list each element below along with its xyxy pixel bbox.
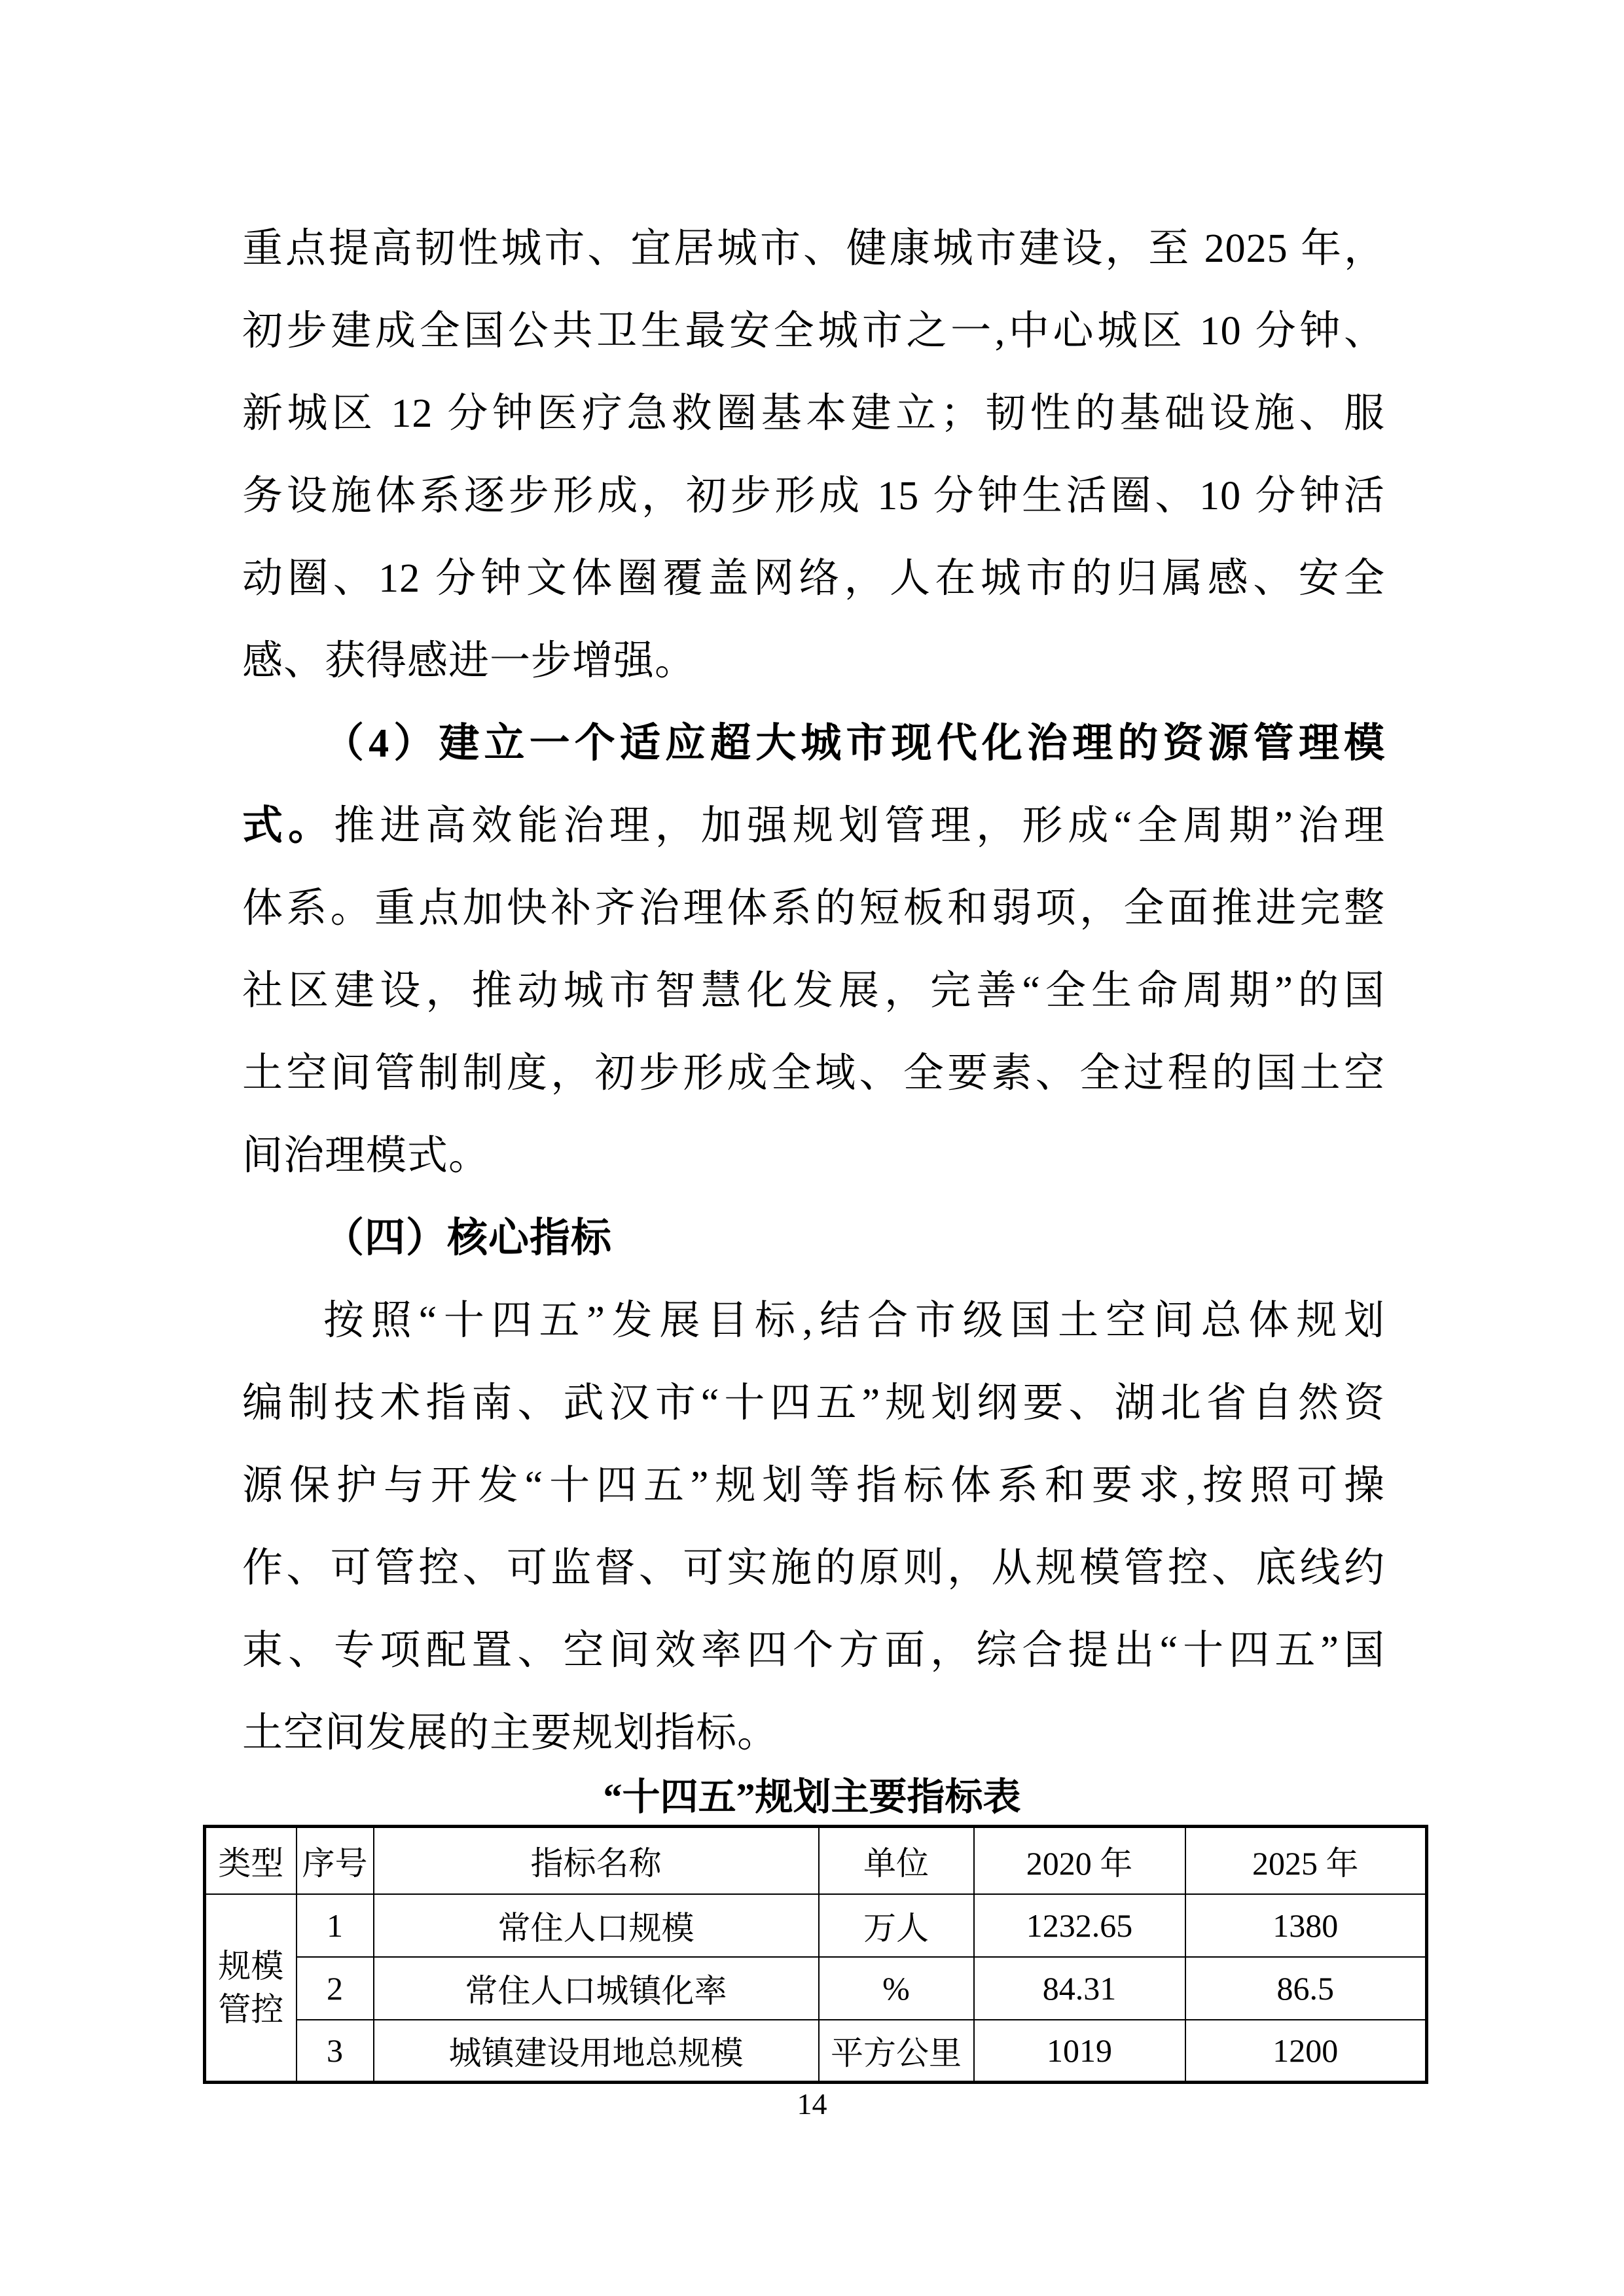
body-line-16: 源保护与开发“十四五”规划等指标体系和要求,按照可操 xyxy=(242,1463,1385,1508)
row-1-2020: 1232.65 xyxy=(974,1894,1185,1957)
body-line-17: 作、可管控、可监督、可实施的原则，从规模管控、底线约 xyxy=(242,1546,1385,1590)
body-line-6: 感、获得感进一步增强。 xyxy=(242,639,696,683)
table-title: “十四五”规划主要指标表 xyxy=(603,1776,1021,1818)
row-1-2025: 1380 xyxy=(1185,1894,1427,1957)
table-row-3 xyxy=(205,2020,1427,2083)
body-line-14: 按照“十四五”发展目标,结合市级国土空间总体规划 xyxy=(323,1299,1385,1343)
row-1-unit: 万人 xyxy=(819,1894,974,1957)
row-3-no: 3 xyxy=(297,2020,374,2083)
row-3-2020: 1019 xyxy=(974,2020,1185,2083)
body-line-11: 土空间管制制度，初步形成全域、全要素、全过程的国土空 xyxy=(242,1051,1385,1096)
body-line-8 xyxy=(242,785,1385,867)
row-3-unit: 平方公里 xyxy=(819,2020,974,2083)
category-line-1: 规模 xyxy=(218,1947,284,1984)
row-3-name: 城镇建设用地总规模 xyxy=(374,2020,819,2083)
header-cell-indicator: 指标名称 xyxy=(374,1827,819,1894)
body-line-7-bold-lead: （4）建立一个适应超大城市现代化治理的资源管理模 xyxy=(323,721,1385,766)
row-1-no: 1 xyxy=(297,1894,374,1957)
row-1-name: 常住人口规模 xyxy=(374,1894,819,1957)
header-cell-type: 类型 xyxy=(205,1827,297,1894)
body-line-8-regular-segment: 推进高效能治理，加强规划管理，形成“全周期”治理 xyxy=(334,804,1385,848)
header-cell-unit: 单位 xyxy=(819,1827,974,1894)
row-2-no: 2 xyxy=(297,1957,374,2020)
category-line-2: 管控 xyxy=(218,1990,284,2028)
body-line-3: 新城区 12 分钟医疗急救圈基本建立；韧性的基础设施、服 xyxy=(242,391,1385,436)
body-line-1: 重点提高韧性城市、宜居城市、健康城市建设，至 2025 年， xyxy=(242,226,1385,271)
body-text xyxy=(242,207,1385,1774)
body-line-4: 务设施体系逐步形成，初步形成 15 分钟生活圈、10 分钟活 xyxy=(242,474,1385,518)
row-2-unit: % xyxy=(819,1957,974,2020)
indicators-table xyxy=(203,1825,1428,2084)
body-line-18: 束、专项配置、空间效率四个方面，综合提出“十四五”国 xyxy=(242,1628,1385,1673)
header-cell-2020: 2020 年 xyxy=(974,1827,1185,1894)
body-line-15: 编制技术指南、武汉市“十四五”规划纲要、湖北省自然资 xyxy=(242,1381,1385,1426)
page-number: 14 xyxy=(797,2087,827,2121)
table-header-row xyxy=(205,1827,1427,1894)
table-row-1 xyxy=(205,1894,1427,1957)
body-line-19: 土空间发展的主要规划指标。 xyxy=(242,1711,779,1755)
body-line-12: 间治理模式。 xyxy=(242,1134,490,1178)
body-line-2: 初步建成全国公共卫生最安全城市之一,中心城区 10 分钟、 xyxy=(242,309,1385,353)
category-cell-scale-control xyxy=(205,1894,297,2083)
body-line-5: 动圈、12 分钟文体圈覆盖网络，人在城市的归属感、安全 xyxy=(242,556,1385,601)
row-2-2025: 86.5 xyxy=(1185,1957,1427,2020)
header-cell-2025: 2025 年 xyxy=(1185,1827,1427,1894)
body-line-8-bold-segment: 式。 xyxy=(242,804,334,848)
body-line-10: 社区建设，推动城市智慧化发展，完善“全生命周期”的国 xyxy=(242,969,1385,1013)
row-3-2025: 1200 xyxy=(1185,2020,1427,2083)
section-heading-core-indicators: （四）核心指标 xyxy=(323,1215,613,1261)
row-2-2020: 84.31 xyxy=(974,1957,1185,2020)
header-cell-no: 序号 xyxy=(297,1827,374,1894)
body-line-9: 体系。重点加快补齐治理体系的短板和弱项，全面推进完整 xyxy=(242,886,1385,931)
table-row-2 xyxy=(205,1957,1427,2020)
row-2-name: 常住人口城镇化率 xyxy=(374,1957,819,2020)
